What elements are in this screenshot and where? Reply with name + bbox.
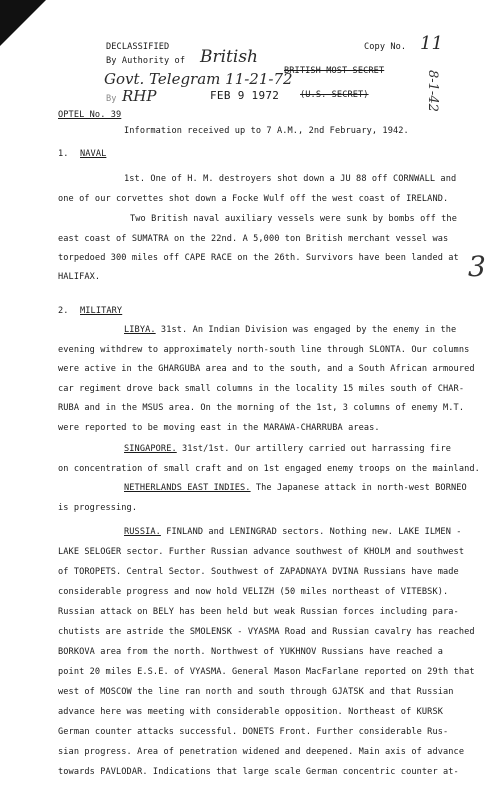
libya-line2: evening withdrew to approximately north-south line through SLONTA. Our columns bbox=[58, 345, 470, 355]
russia-line6: chutists are astride the SMOLENSK - VYASMA Road and Russian cavalry has reached bbox=[58, 627, 475, 637]
russia-line9: west of MOSCOW the line ran north and south through GJATSK and that Russian bbox=[58, 687, 454, 697]
russia-line13: towards PAVLODAR. Indications that large scale German concentric counter at- bbox=[58, 767, 459, 777]
singapore-line2: on concentration of small craft and on 1st engaged enemy troops on the mainland. bbox=[58, 464, 480, 474]
naval-para2-line3: torpedoed 300 miles off CAPE RACE on the 26th. Survivors have been landed at bbox=[58, 253, 459, 263]
libya-line5: RUBA and in the MSUS area. On the morning of the 1st, 3 columns of enemy M.T. bbox=[58, 403, 465, 413]
libya-line1: LIBYA. 31st. An Indian Division was engaged by the enemy in the bbox=[124, 325, 457, 335]
page-corner-fold bbox=[0, 0, 46, 46]
declassified-stamp-title: DECLASSIFIED bbox=[106, 42, 170, 52]
russia-line2: LAKE SELOGER sector. Further Russian advance southwest of KHOLM and southwest bbox=[58, 547, 465, 557]
russia-line1: RUSSIA. FINLAND and LENINGRAD sectors. Nothing new. LAKE ILMEN - bbox=[124, 527, 462, 537]
margin-note-right-mid: 3 bbox=[468, 250, 486, 283]
declassified-authority-label: By Authority of bbox=[106, 56, 186, 66]
russia-line3: of TOROPETS. Central Sector. Southwest of ZAPADNAYA DVINA Russians have made bbox=[58, 567, 459, 577]
declassified-telegram-handwriting: Govt. Telegram 11-21-72 bbox=[104, 70, 293, 88]
naval-para1-line2: one of our corvettes shot down a Focke Wulf off the west coast of IRELAND. bbox=[58, 194, 449, 204]
naval-para2-line4: HALIFAX. bbox=[58, 272, 101, 282]
russia-line5: Russian attack on BELY has been held but weak Russian forces including para- bbox=[58, 607, 459, 617]
russia-line8: point 20 miles E.S.E. of VYASMA. General Mason MacFarlane reported on 29th that bbox=[58, 667, 475, 677]
declassified-date: FEB 9 1972 bbox=[210, 89, 280, 102]
declassified-authority-handwriting: British bbox=[200, 47, 258, 67]
naval-para1-line1: 1st. One of H. M. destroyers shot down a JU 88 off CORNWALL and bbox=[124, 174, 457, 184]
naval-para2-line2: east coast of SUMATRA on the 22nd. A 5,000 ton British merchant vessel was bbox=[58, 234, 449, 244]
declassified-by-label: By bbox=[106, 94, 117, 104]
nei-label: NETHERLANDS EAST INDIES. bbox=[124, 483, 251, 493]
copy-number-value: 11 bbox=[420, 33, 443, 54]
naval-heading-number: 1. bbox=[58, 149, 69, 159]
russia-line11: German counter attacks successful. DONETS Front. Further considerable Rus- bbox=[58, 727, 449, 737]
russia-line4: considerable progress and now hold VELIZH (50 miles northeast of VITEBSK). bbox=[58, 587, 449, 597]
russia-line7: BORKOVA area from the north. Northwest of YUKHNOV Russians have reached a bbox=[58, 647, 443, 657]
singapore-label: SINGAPORE. bbox=[124, 444, 177, 454]
singapore-line1: SINGAPORE. 31st/1st. Our artillery carried out harrassing fire bbox=[124, 444, 451, 454]
naval-para2-line1: Two British naval auxiliary vessels were sunk by bombs off the bbox=[130, 214, 457, 224]
russia-line12: sian progress. Area of penetration widened and deepened. Main axis of advance bbox=[58, 747, 465, 757]
libya-label: LIBYA. bbox=[124, 325, 156, 335]
classification-us: (U.S. SECRET) bbox=[300, 90, 369, 100]
naval-heading: NAVAL bbox=[80, 149, 107, 159]
optel-number: OPTEL No. 39 bbox=[58, 110, 122, 120]
russia-label: RUSSIA. bbox=[124, 527, 161, 537]
nei-line1: NETHERLANDS EAST INDIES. The Japanese attack in north-west BORNEO bbox=[124, 483, 467, 493]
margin-note-right-top: 8-1-42 bbox=[425, 70, 440, 112]
russia-line10: advance here was meeting with considerable opposition. Northeast of KURSK bbox=[58, 707, 443, 717]
copy-number-label: Copy No. bbox=[364, 42, 407, 52]
intro-line: Information received up to 7 A.M., 2nd February, 1942. bbox=[124, 126, 409, 136]
libya-line3: were active in the GHARGUBA area and to the south, and a South African armoured bbox=[58, 364, 475, 374]
libya-line4: car regiment drove back small columns in the locality 15 miles south of CHAR- bbox=[58, 384, 465, 394]
military-heading-number: 2. bbox=[58, 306, 69, 316]
military-heading: MILITARY bbox=[80, 306, 123, 316]
nei-line2: is progressing. bbox=[58, 503, 138, 513]
classification-british: BRITISH MOST SECRET bbox=[284, 66, 385, 76]
libya-line6: were reported to be moving east in the MARAWA-CHARRUBA areas. bbox=[58, 423, 380, 433]
declassified-initials-handwriting: RHP bbox=[122, 87, 157, 105]
